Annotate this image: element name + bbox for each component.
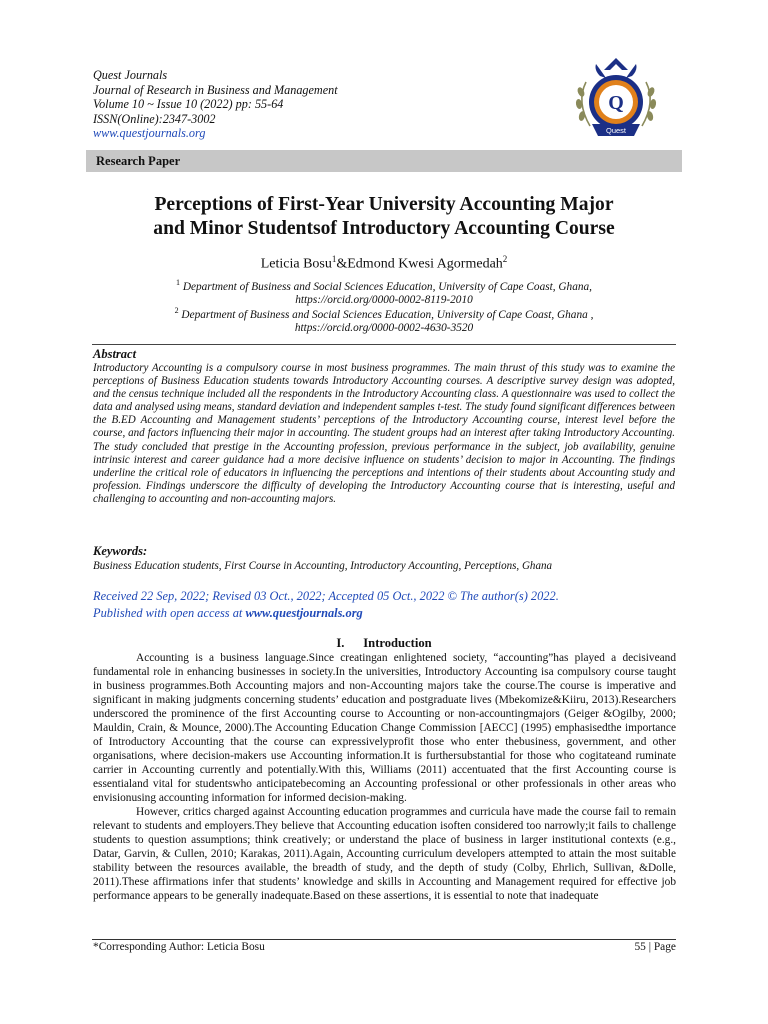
affiliation-1-text: Department of Business and Social Sciences Education, University of Cape Coast, Ghana, xyxy=(182,280,592,293)
affiliation-1-orcid-link[interactable]: https://orcid.org/0000-0002-8119-2010 xyxy=(295,294,473,307)
corresponding-author: *Corresponding Author: Leticia Bosu xyxy=(93,941,265,953)
abstract-text: Introductory Accounting is a compulsory course in most business programmes. The main thrust of this study was to examine the perceptions of Business Education students towards Introductory Accounting courses. A descriptive survey design was adopted, and the census technique included all the respondents in the Introductory Accounting class. A questionnaire was used to collect the data and analysed using means, standard deviation and independent samples t-test. The study found significant differences between the B.ED Accounting and Management students’ perceptions of the Introductory Accounting course, interest level before the course, and factors influencing their major in accounting. The student groups had an interest after taking Introductory Accounting. The study concluded that prestige in the Accounting profession, previous performance in the subject, job availability, genuine intrinsic interest and career guidance had a more decisive influence on students’ decision to major in Accounting. The findings underline the critical role of educators in influencing the perceptions and intentions of their students about Accounting study and profession. Findings underscore the difficulty of developing the Introductory Accounting course that is interesting, useful and challenging to accounting and non-accounting majors. xyxy=(93,362,675,505)
keywords-text: Business Education students, First Course in Accounting, Introductory Accounting, Perceptions, Ghana xyxy=(93,560,553,572)
journal-url-link[interactable]: www.questjournals.org xyxy=(93,126,206,141)
author-1: Leticia Bosu xyxy=(260,256,332,272)
footer-divider xyxy=(92,939,676,940)
author-joiner: & xyxy=(336,256,348,272)
quest-journals-logo xyxy=(566,52,666,144)
journal-volume: Volume 10 ~ Issue 10 (2022) pp: 55-64 xyxy=(93,97,284,112)
paper-title-line-1: Perceptions of First-Year University Accounting Major xyxy=(154,194,614,215)
affiliation-2 xyxy=(86,304,682,336)
intro-paragraph-1: Accounting is a business language.Since creatingan enlightened society, “accounting”has played a decisiveand fundamental role in enhancing businesses in society.In the universities, Introductory Accounting isa compulsory course taught in business programmes.Both Accounting majors and non-Accounting majors take the course.The course is imperative and significant in making judgments concerning students’ education and postgraduate lives (Mbekomize&Kiiru, 2013).Researchers underscored the prominence of the first Accounting course to Accounting or non-accountingmajors (Geiger &Ogilby, 2000; Mauldin, Crain, & Mounce, 2000).The Accounting Education Change Commission [AECC] (1995) emphasisedthe importance of Introductory Accounting that the course can expressivelyprofit those who enter thebusiness, government, and other organisations, where decision-makers use Accounting information.It is furthersubstantial for those who cogitateand ruminate carrier in Accounting currently and potentially.With this, Williams (2011) accentuated that the first Accounting course is essentialand vital for studentswho anticipatebecoming an Accounting professional or other professionals in other areas who envisionusing accounting information for informed decision-making. xyxy=(93,652,676,804)
author-2-sup: 2 xyxy=(502,254,508,264)
author-1-sup: 1 xyxy=(331,254,337,264)
affiliation-2-sup: 2 xyxy=(174,306,179,315)
received-line: Received 22 Sep, 2022; Revised 03 Oct., 2022; Accepted 05 Oct., 2022 © The author(s) 2022. xyxy=(93,589,559,603)
divider xyxy=(92,344,676,345)
section-label: Research Paper xyxy=(96,154,181,168)
section-heading: I. Introduction xyxy=(336,636,432,650)
svg-text:Q: Q xyxy=(608,92,624,114)
keywords-heading: Keywords: xyxy=(93,544,148,558)
affiliation-2-orcid-link[interactable]: https://orcid.org/0000-0002-4630-3520 xyxy=(294,322,474,335)
intro-paragraph-2: However, critics charged against Accounting education programmes and curricula have made the course fail to remain relevant to students and employers.They believe that Accounting education isoften considered too narrowly;it fails to challenge students to question assumptions; think creatively; or understand the place of business in larger institutional contexts (e.g., Datar, Garvin, & Cullen, 2010; Karakas, 2011).Again, Accounting curriculum developers attempted to attain the most suitable stability between the resources available, the breadth of study, and the depth of study (Colby, Ehrlich, Sullivan, &Dolle, 2011).These affirmations infer that students’ knowledge and skills in Accounting and Management required for effective job performance appears to be generally inadequate.Based on these assertions, it is essential to note that inadequate xyxy=(93,806,676,902)
publication-history xyxy=(93,588,675,621)
affiliation-1-sup: 1 xyxy=(176,278,180,287)
author-2: Edmond Kwesi Agormedah xyxy=(347,256,503,272)
affiliation-1 xyxy=(86,276,682,308)
affiliation-2-text: Department of Business and Social Sciences Education, University of Cape Coast, Ghana , xyxy=(181,308,594,321)
published-url-link[interactable]: www.questjournals.org xyxy=(245,605,363,620)
paper-title-line-2: and Minor Studentsof Introductory Accounting Course xyxy=(153,218,615,239)
abstract-heading: Abstract xyxy=(93,347,137,361)
paper-title xyxy=(86,193,682,241)
published-prefix: Published with open access at xyxy=(93,605,246,620)
journal-title: Journal of Research in Business and Management xyxy=(93,82,338,97)
journal-issn: ISSN(Online):2347-3002 xyxy=(93,111,216,126)
author-list xyxy=(86,254,682,273)
introduction-body xyxy=(93,651,676,903)
journal-header xyxy=(93,68,338,141)
journal-name: Quest Journals xyxy=(93,68,168,82)
page-number: 55 | Page xyxy=(634,941,676,953)
logo-text: Quest xyxy=(605,126,627,135)
